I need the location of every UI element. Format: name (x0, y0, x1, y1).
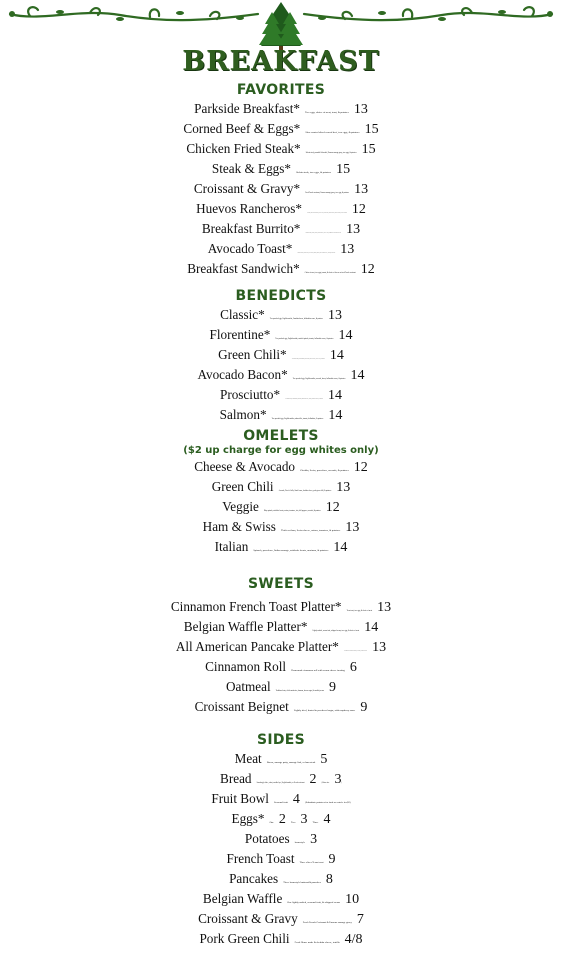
menu-item (0, 496, 562, 516)
item-price: 2 (309, 772, 317, 787)
item-price: 14 (328, 388, 343, 403)
item-description: homestyle (294, 841, 305, 844)
menu-item (0, 848, 562, 868)
menu-item (0, 258, 562, 278)
item-name: Steak & Eggs* (211, 161, 291, 176)
item-description: ) (341, 783, 342, 784)
menu-item (0, 178, 562, 198)
item-description: Two poached eggs, English muffin, sautéed spinach, tomato, hollandaise sauce, & potatoes (275, 339, 334, 340)
item-description: Cheddar, Swiss, provolone, avocado, & potatoes (300, 469, 349, 472)
item-price: 12 (351, 202, 366, 217)
item-price: 13 (372, 640, 387, 655)
item-price: 6 (349, 660, 357, 675)
item-price: 15 (336, 162, 351, 177)
item-price: 5 (320, 752, 328, 767)
menu-item (0, 344, 562, 364)
item-name: Croissant Beignet (194, 699, 289, 714)
menu-item (0, 364, 562, 384)
item-price: 2 (278, 812, 286, 827)
section-sides (0, 732, 562, 948)
menu-item (0, 928, 562, 948)
page-title: BREAKFAST (182, 46, 380, 77)
item-name: Avocado Bacon* (197, 367, 288, 382)
item-name: Avocado Toast* (207, 241, 293, 256)
menu-item (0, 768, 562, 788)
menu-item (0, 828, 562, 848)
item-description: (Substitute potatoes for fruit on entrée for $2) (305, 801, 351, 804)
item-description: Fresh House made & cheddar cheese, tortilla (294, 941, 340, 944)
item-name: Oatmeal (225, 679, 271, 694)
item-description: Bacon, sausage patty, sausage link, or ham steak (266, 761, 316, 764)
item-price: 14 (328, 408, 343, 423)
item-name: Chicken Fried Steak* (186, 141, 301, 156)
menu-item (0, 676, 562, 696)
item-price: 10 (345, 892, 360, 907)
item-price: 13 (354, 182, 369, 197)
item-price: 12 (353, 460, 368, 475)
item-price: 14 (333, 540, 348, 555)
item-description (285, 399, 323, 400)
menu-item (0, 324, 562, 344)
item-price: 4/8 (344, 932, 363, 947)
item-description: Texas toast, two eggs, & choice of meat (346, 611, 373, 612)
item-description (305, 233, 341, 234)
item-name: Breakfast Sandwich* (187, 261, 300, 276)
item-name: Green Chili (211, 479, 274, 494)
menu-item (0, 138, 562, 158)
item-name: Eggs* (231, 811, 265, 826)
menu-item (0, 696, 562, 716)
section-omelets (0, 428, 562, 556)
item-name: Parkside Breakfast* (194, 101, 300, 116)
item-description: Two poached eggs, English muffin, salmon filet, tomato, hollandaise, & potatoes (271, 419, 324, 420)
section-benedicts (0, 288, 562, 424)
menu-item (0, 536, 562, 556)
item-description: One lightly malted, seasonal fruit, & whipped cream (287, 901, 340, 904)
menu-item (0, 516, 562, 536)
menu-item (0, 218, 562, 238)
item-price: 4 (292, 792, 300, 807)
item-description: Homemade cinnamon roll with cream cheese frosting (291, 669, 345, 672)
item-price: 9 (329, 680, 337, 695)
item-price: 7 (356, 912, 364, 927)
item-price: 14 (350, 368, 365, 383)
menu-item (0, 868, 562, 888)
item-price: 14 (338, 328, 353, 343)
section-favorites (0, 82, 562, 278)
item-description: Lightly fried, dusted in powdered sugar, with raspberry sauce (293, 709, 356, 712)
section-sweets (0, 576, 562, 716)
menu-item (0, 888, 562, 908)
item-name: Salmon* (219, 407, 267, 422)
item-price: 13 (345, 520, 360, 535)
section-title: SWEETS (247, 576, 315, 592)
menu-item (0, 98, 562, 118)
item-description: Two poached eggs, English muffin, avocado, bacon, hollandaise sauce, & potatoes (292, 379, 346, 380)
menu-item (0, 304, 562, 324)
item-description: Two poached eggs, English muffin, Canadian bacon, hollandaise sauce, & potatoes (269, 319, 323, 320)
item-name: Meat (234, 751, 262, 766)
item-price: 13 (353, 102, 368, 117)
menu-item (0, 198, 562, 218)
item-name: Cheese & Avocado (194, 459, 296, 474)
item-description: Thick cut ham, Swiss cheese, onions, tomatoes, & potatoes (281, 529, 341, 532)
item-description: Three slices Texas toast (299, 861, 324, 864)
menu-item (0, 456, 562, 476)
item-price: 15 (361, 142, 376, 157)
item-description (298, 253, 336, 254)
item-price: 8 (325, 872, 333, 887)
item-name: Classic* (220, 307, 265, 322)
item-name: Florentine* (209, 327, 271, 342)
item-price: 13 (340, 242, 355, 257)
item-description: Two eggs, choice of meat, toast, & potatoes (305, 111, 349, 114)
menu-item (0, 808, 562, 828)
section-title: OMELETS (243, 428, 319, 444)
menu-item (0, 404, 562, 424)
section-title: FAVORITES (236, 82, 326, 98)
menu-item (0, 636, 562, 656)
item-description: Sirloin steak, pounded & breaded, Famous sausage gravy, two eggs, & potatoes (305, 153, 357, 154)
menu-item (0, 616, 562, 636)
item-description (292, 359, 325, 360)
item-name: Pork Green Chili (199, 931, 290, 946)
pine-trees-icon (259, 2, 303, 50)
item-price: 12 (325, 500, 340, 515)
section-note: ($2 up charge for egg whites only) (183, 445, 379, 456)
item-name: Veggie (222, 499, 259, 514)
item-description: Traditional oats, dried cranberries, bananas, brown sugar, & candied pecans (275, 691, 324, 692)
item-description: Sirloin steak, two eggs, & potatoes (296, 171, 332, 174)
item-price: 14 (329, 348, 344, 363)
item-price: 15 (364, 122, 379, 137)
item-name: Prosciutto* (219, 387, 281, 402)
menu-item (0, 118, 562, 138)
item-description: Avocado, Pico de Gallo, black beans, cheddar cheese, pork green chili, & potatoes (278, 491, 332, 492)
item-name: Green Chili* (218, 347, 287, 362)
item-name: Pancakes (229, 871, 279, 886)
item-description: Choice of meat, two eggs, tomato, & choice of cheese on fresh French croissant (304, 273, 356, 274)
item-name: Bread (220, 771, 252, 786)
item-name: Cinnamon French Toast Platter* (170, 599, 342, 614)
item-description: Two (290, 821, 296, 824)
item-price: 13 (336, 480, 351, 495)
item-description: One (269, 821, 274, 824)
item-price: 13 (346, 222, 361, 237)
menu-item (0, 788, 562, 808)
menu-item (0, 908, 562, 928)
item-name: French Toast (226, 851, 295, 866)
item-price: 14 (364, 620, 379, 635)
item-description: Spinach, provolone, Italian sausage, artichoke hearts, marinara, & potatoes (253, 549, 329, 552)
item-price: 13 (377, 600, 392, 615)
item-name: Huevos Rancheros* (196, 201, 302, 216)
item-name: Corned Beef & Eggs* (183, 121, 301, 136)
item-price: 3 (310, 832, 318, 847)
item-description: Seasonal fruit (273, 801, 288, 804)
menu-item (0, 596, 562, 616)
item-description: Slow roasted sliced corned beef, two eggs, & potatoes (305, 131, 360, 134)
item-price: 13 (327, 308, 342, 323)
item-description: Baby spinach, artichoke hearts, onions, tomatoes, feta, bell peppers, avocado, & potatoes (263, 511, 321, 512)
item-description: Three homestyle buttermilk pancakes (283, 881, 321, 884)
menu-item (0, 476, 562, 496)
item-name: Breakfast Burrito* (201, 221, 301, 236)
item-price: 4 (323, 812, 331, 827)
item-description: (Gluten free (321, 783, 330, 784)
item-price: 3 (334, 772, 342, 787)
item-price: 3 (300, 812, 308, 827)
item-name: Italian (214, 539, 249, 554)
item-description: Fresh French croissant, Famous sausage gravy, two eggs, & potatoes (305, 193, 350, 194)
section-title: SIDES (256, 732, 306, 748)
menu-item (0, 656, 562, 676)
section-title: BENEDICTS (235, 288, 327, 304)
menu-item (0, 238, 562, 258)
item-name: Croissant & Gravy (198, 911, 298, 926)
item-description: Fresh French Croissant & Famous sausage gravy (302, 921, 352, 924)
item-name: Cinnamon Roll (205, 659, 287, 674)
item-name: Belgian Waffle Platter* (183, 619, 308, 634)
menu-item (0, 384, 562, 404)
item-description (344, 651, 367, 652)
item-name: Fruit Bowl (211, 791, 269, 806)
item-description (307, 213, 347, 214)
item-description: Three (312, 821, 319, 824)
menu-item (0, 748, 562, 768)
item-description: Sourdough, white, wheat, marbled rye, English muffin, or French croissant (256, 783, 305, 784)
item-description: Lightly malted, season fruit, whipped cream, two eggs, & choice of meat (312, 631, 360, 632)
item-name: Ham & Swiss (202, 519, 276, 534)
item-name: Belgian Waffle (202, 891, 283, 906)
item-price: 9 (360, 700, 368, 715)
item-price: 9 (328, 852, 336, 867)
item-name: All American Pancake Platter* (175, 639, 339, 654)
item-name: Potatoes (244, 831, 290, 846)
item-price: 12 (360, 262, 375, 277)
menu-item (0, 158, 562, 178)
item-name: Croissant & Gravy* (193, 181, 301, 196)
